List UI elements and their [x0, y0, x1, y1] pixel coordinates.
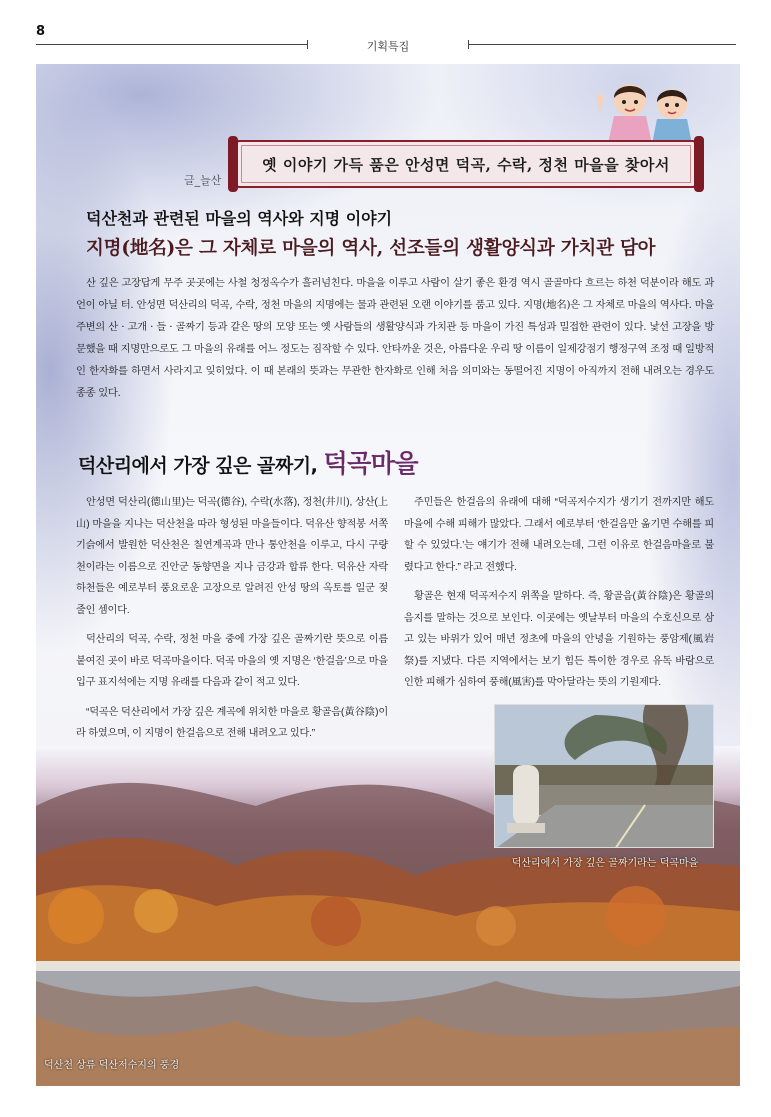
body-paragraph: 안성면 덕산리(德山里)는 덕곡(德谷), 수락(水落), 정천(井川), 상산(上山) 마을을 지나는 덕산천을 따라 형성된 마을들이다. 덕유산 향적봉 서쪽 기슭에서 발원한 덕산천은 칠연계곡과 만나 통안천을 이루고, 다시 구량천이라는 이름으로 진안군 동향면을 지나 금강과 합류 한다. 덕유산 자락 하천들은 예로부터 풍요로운 고장으로 알려진 안성 땅의 옥토를 일군 젖줄인 셈이다.	[76, 497, 388, 616]
body-paragraph: 주민들은 한걸음의 유래에 대해 “덕곡저수지가 생기기 전까지만 해도 마을에 수해 피해가 많았다. 그래서 예로부터 ‘한걸음만 옮기면 수해를 피할 수 있었다.’는 얘기가 전해 내려오는데, 그런 이유로 한걸음마을로 불렸다고 한다.” 라고 전했다.	[404, 497, 714, 573]
photo-caption: 덕산천 상류 덕산저수지의 풍경	[44, 1060, 180, 1071]
right-column	[404, 492, 714, 702]
intro-paragraph: 산 깊은 고장답게 무주 곳곳에는 사철 청정옥수가 흘러넘친다. 마을을 이루고 사람이 살기 좋은 환경 역시 골골마다 흐르는 하천 덕분이라 해도 과언이 아닐 터. 안성면 덕산리의 덕곡, 수락, 정천 마을의 지명에는 물과 관련된 오랜 이야기를 품고 있다. 지명(地名)은 그 자체로 마을의 역사다. 마을 주변의 산 · 고개 · 들 · 골짜기 등과 같은 땅의 모양 또는 옛 사람들의 생활양식과 가치관 등 마을이 가진 특성과 밀접한 관련이 있다. 낯선 고장을 방문했을 때 지명만으로도 그 마을의 유래를 어느 정도는 짐작할 수 있다. 안타까운 것은, 아름다운 우리 땅 이름이 일제강점기 행정구역 조정 때 일방적인 한자화를 하면서 사라지고 잊히었다. 이 때 본래의 뜻과는 무관한 한자화로 인해 처음 의미와는 동떨어진 지명이 아직까지 전해 내려오는 경우도 종종 있다.	[76, 277, 714, 399]
page-number: 8	[36, 24, 46, 39]
feature-title: 옛 이야기 가득 품은 안성면 덕곡, 수락, 정천 마을을 찾아서	[262, 155, 670, 174]
village-entrance-photo	[494, 704, 714, 848]
inset-photo-caption: 덕산리에서 가장 깊은 골짜기라는 덕곡마을	[511, 858, 699, 869]
section-title-accent: 덕곡마을	[323, 449, 419, 478]
left-column	[76, 492, 388, 753]
section-title-prefix: 덕산리에서 가장 깊은 골짜기,	[78, 455, 324, 477]
quote-paragraph: “덕곡은 덕산리에서 가장 깊은 계곡에 위치한 마을로 황골음(黃谷陰)이라 하였으며, 이 지명이 한걸음으로 전해 내려오고 있다.”	[76, 706, 388, 739]
section-title	[78, 444, 418, 480]
feature-title-banner	[236, 140, 696, 188]
byline: 글_늘산	[184, 174, 222, 187]
village-road-illustration	[495, 705, 714, 848]
body-paragraph: 황골은 현재 덕곡저수지 위쪽을 말하다. 즉, 황골음(黃谷陰)은 황골의 음지를 말하는 것으로 보인다. 이곳에는 옛날부터 마을의 수호신으로 삼고 있는 바위가 있어 매년 정초에 마을의 안녕을 기원하는 풍암제(風岩祭)를 지냈다. 다른 지역에서는 보기 힘든 특이한 경우로 유독 바람으로 인한 피해가 심하여 풍해(風害)를 막아달라는 뜻의 기원제다.	[404, 591, 714, 688]
header-divider-right	[468, 44, 736, 45]
article-panel	[36, 64, 740, 1086]
cartoon-children-illustration	[590, 74, 710, 144]
header-divider-left	[36, 44, 308, 45]
subheadline: 덕산천과 관련된 마을의 역사와 지명 이야기	[86, 209, 393, 228]
main-headline: 지명(地名)은 그 자체로 마을의 역사, 선조들의 생활양식과 가치관 담아	[86, 238, 656, 259]
body-paragraph: 덕산리의 덕곡, 수락, 정천 마을 중에 가장 깊은 골짜기란 뜻으로 이름 붙여진 곳이 바로 덕곡마을이다. 덕곡 마을의 옛 지명은 ‘한걸음’으로 마을 입구 표지석에는 지명 유래를 다음과 같이 적고 있다.	[76, 634, 388, 688]
section-header: 기획특집	[366, 40, 410, 53]
